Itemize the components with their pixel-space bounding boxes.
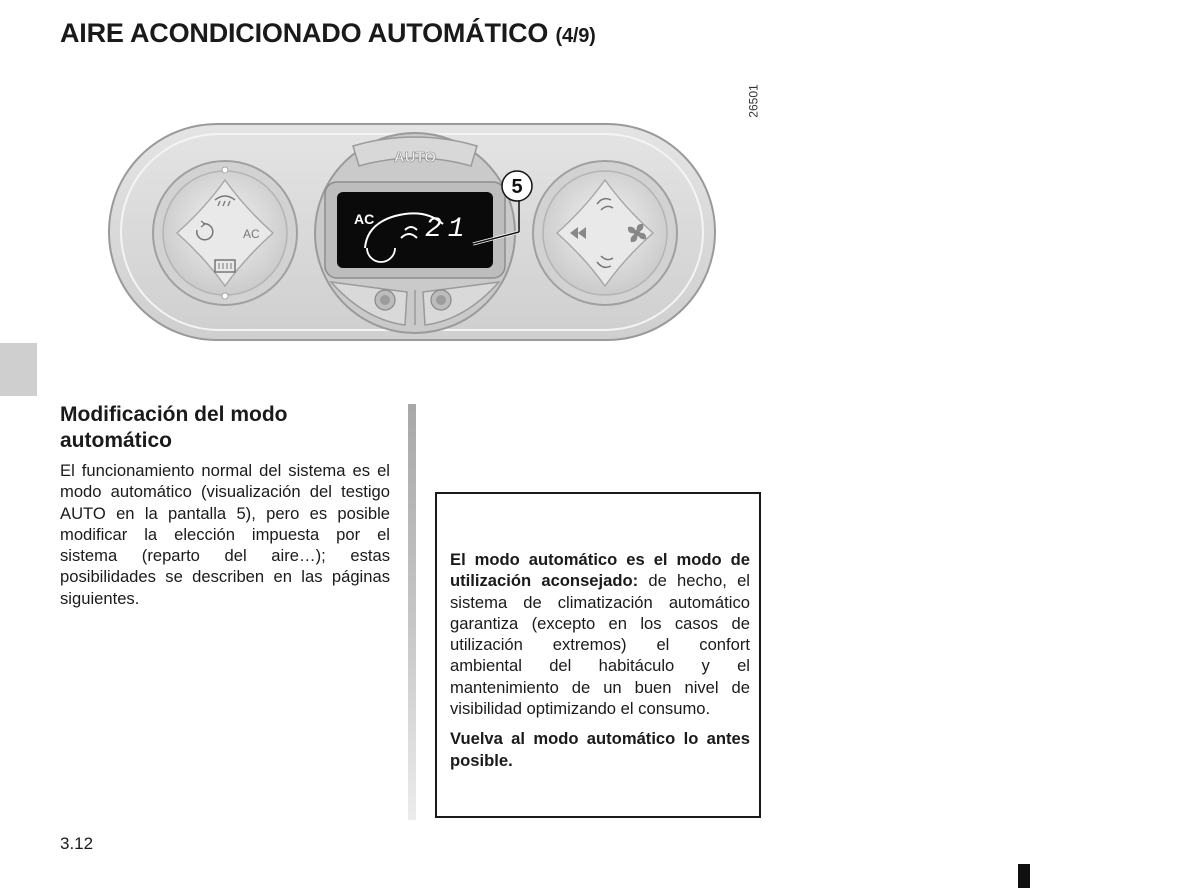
note-p1-text: de hecho, el sistema de climatización automático garantiza (excepto en los casos de utilización extremos) el confort ambiental del habitáculo y el mantenimiento de un buen nivel de visibilidad optimizando el consumo. xyxy=(450,571,750,719)
callout-number: 5 xyxy=(511,176,523,198)
page-title: AIRE ACONDICIONADO AUTOMÁTICO (4/9) xyxy=(60,18,596,48)
page-number: 3.12 xyxy=(60,834,94,853)
figure-code: 26501 xyxy=(746,84,761,118)
left-control-knob xyxy=(153,161,297,305)
page-title-suffix: (4/9) xyxy=(555,25,596,47)
display-temperature: 21 xyxy=(425,214,471,245)
note-content xyxy=(450,549,750,780)
left-knob-ac-label: AC xyxy=(243,227,260,241)
section-heading: Modificación del modo automático xyxy=(60,403,288,452)
note-paragraph-2 xyxy=(450,728,750,771)
auto-button-label: AUTO xyxy=(393,149,437,166)
column-divider xyxy=(408,404,416,820)
note-box xyxy=(435,492,761,818)
note-p2-bold: Vuelva al modo automático lo antes posible. xyxy=(450,729,750,770)
center-display-unit xyxy=(315,133,515,333)
display-ac-indicator: AC xyxy=(354,211,375,227)
climate-control-panel-illustration xyxy=(105,120,720,345)
right-control-knob xyxy=(533,161,677,305)
chapter-tab xyxy=(0,343,37,396)
corner-thumb-mark xyxy=(1018,864,1030,888)
section-body-text: El funcionamiento normal del sistema es el modo automático (visualización del testigo AUTO en la pantalla 5), pero es posible modificar la elección impuesta por el sistema (reparto del aire…); estas posibilidades se describen en las páginas siguientes. xyxy=(60,461,390,608)
note-paragraph-1 xyxy=(450,549,750,719)
note-p1-bold: El modo automático es el modo de utilización aconsejado: xyxy=(450,550,750,591)
